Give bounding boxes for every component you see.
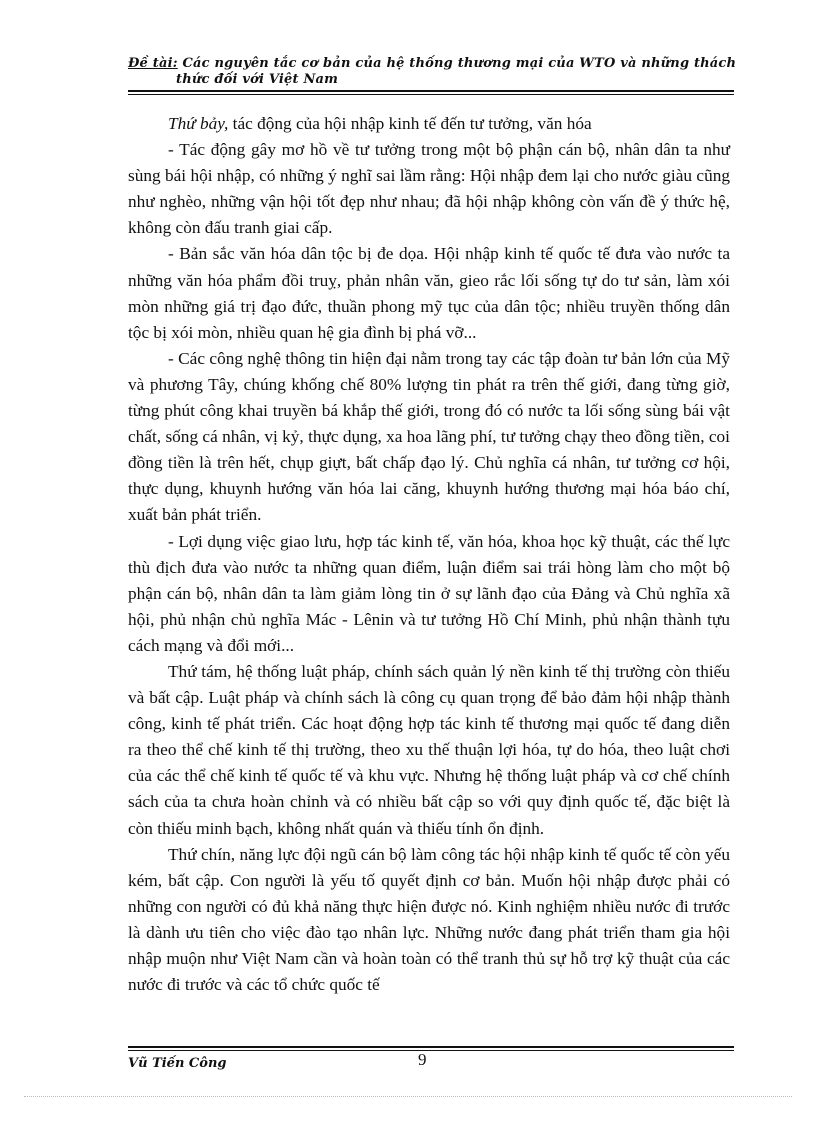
header-rule [128, 90, 734, 92]
header-topic-label: Đề tài: [128, 56, 178, 71]
footer-rule-thin [128, 1050, 734, 1051]
paragraph [128, 842, 730, 999]
page-header [128, 56, 737, 95]
paragraph [128, 346, 730, 529]
footer-rule [128, 1046, 734, 1048]
paragraph-text: - Các công nghệ thông tin hiện đại nằm trong tay các tập đoàn tư bản lớn của Mỹ và phương Tây, chúng khống chế 80% lượng tin phát ra trên thế giới, đang từng giờ, từng phút công khai truyền bá khắp thế giới, trong đó có nước ta lối sống sùng bái vật chất, sống cá nhân, vị kỷ, thực dụng, xa hoa lãng phí, tư tưởng chạy theo đồng tiền, coi đồng tiền là trên hết, chụp giựt, bất chấp đạo lý. Chủ nghĩa cá nhân, tư tưởng cơ hội, thực dụng, khuynh hướng văn hóa lai căng, khuynh hướng thương mại hóa báo chí, xuất bản phát triển. [128, 348, 730, 525]
page-number: 9 [418, 1050, 427, 1069]
paragraph-text: - Bản sắc văn hóa dân tộc bị đe dọa. Hội nhập kinh tế quốc tế đưa vào nước ta những văn hóa phẩm đồi truỵ, phản nhân văn, gieo rắc lối sống tự do tư sản, làm xói mòn những giá trị đạo đức, thuần phong mỹ tục của dân tộc; nhiều truyền thống dân tộc bị xói mòn, nhiều quan hệ gia đình bị phá vỡ... [128, 244, 730, 342]
page-footer [128, 1046, 734, 1071]
paragraph-text: - Tác động gây mơ hồ về tư tưởng trong một bộ phận cán bộ, nhân dân ta như sùng bái hội nhập, có những ý nghĩ sai lầm rằng: Hội nhập đem lại cho nước giàu cũng như nghèo, những vận hội tốt đẹp như nhau; đã hội nhập không còn vấn đề ý thức hệ, không còn đấu tranh giai cấp. [128, 140, 730, 238]
page-bottom-divider [24, 1096, 792, 1097]
header-rule-thin [128, 94, 734, 95]
paragraph-text: - Lợi dụng việc giao lưu, hợp tác kinh tế, văn hóa, khoa học kỹ thuật, các thế lực thù địch đưa vào nước ta những quan điểm, luận điểm sai trái hòng làm cho một bộ phận cán bộ, nhân dân ta làm giảm lòng tin ở sự lãnh đạo của Đảng và Chủ nghĩa xã hội, phủ nhận chủ nghĩa Mác - Lênin và tư tưởng Hồ Chí Minh, phủ nhận thành tựu cách mạng và đổi mới... [128, 531, 730, 655]
page-body [128, 111, 730, 998]
paragraph-text: Thứ chín, năng lực đội ngũ cán bộ làm công tác hội nhập kinh tế quốc tế còn yếu kém, bất cập. Con người là yếu tố quyết định cơ bản. Muốn hội nhập được phải có những con người có đủ khả năng thực hiện được nó. Kinh nghiệm nhiều nước đi trước là dành ưu tiên cho việc đào tạo nhân lực. Những nước đang phát triển tham gia hội nhập muộn như Việt Nam cần và hoàn toàn có thể tranh thủ sự hỗ trợ kỹ thuật của các nước đi trước và các tổ chức quốc tế [128, 844, 730, 995]
footer-author: Vũ Tiến Công [128, 1056, 227, 1071]
header-title-line2: thức đối với Việt Nam [176, 72, 339, 87]
paragraph-text: tác động của hội nhập kinh tế đến tư tưởng, văn hóa [228, 114, 592, 133]
paragraph [128, 137, 730, 241]
paragraph-text: Thứ tám, hệ thống luật pháp, chính sách quản lý nền kinh tế thị trường còn thiếu và bất cập. Luật pháp và chính sách là công cụ quan trọng để bảo đảm hội nhập thành công, kinh tế phát triển. Các hoạt động hợp tác kinh tế thương mại quốc tế đang diễn ra theo thể chế kinh tế thị trường, theo xu thế thuận lợi hóa, tự do hóa, theo luật chơi của các thể chế kinh tế quốc tế và khu vực. Nhưng hệ thống luật pháp và cơ chế chính sách của ta chưa hoàn chỉnh và có nhiều bất cập so với quy định quốc tế, đặc biệt là còn thiếu minh bạch, không nhất quán và thiếu tính ổn định. [128, 661, 730, 838]
header-title-text: Các nguyên tắc cơ bản của hệ thống thương mại của WTO và những thách [177, 56, 737, 71]
paragraph [128, 111, 730, 137]
paragraph-lead: Thứ bảy, [168, 114, 229, 133]
paragraph [128, 241, 730, 345]
header-title-line1 [128, 56, 737, 72]
paragraph [128, 529, 730, 659]
paragraph [128, 659, 730, 842]
